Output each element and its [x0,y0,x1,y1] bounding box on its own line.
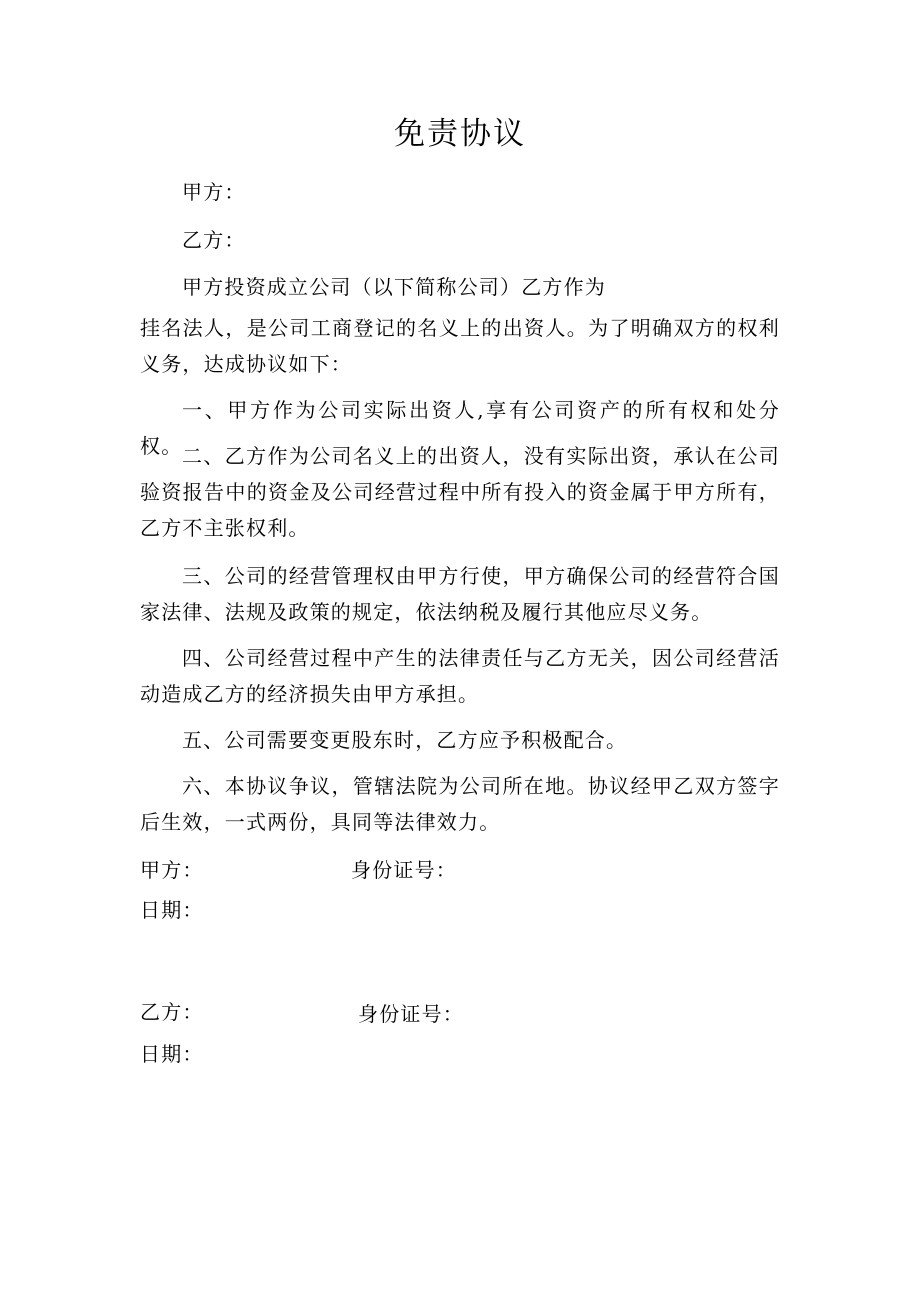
party-b-header: 乙方： [182,228,246,252]
clause-5: 五、公司需要变更股东时，乙方应予积极配合。 [182,728,628,752]
signature-party-b-label: 乙方： [140,1000,204,1024]
signature-party-a-date-label: 日期： [140,898,204,922]
clause-4: 四、公司经营过程中产生的法律责任与乙方无关，因公司经营活动造成乙方的经济损失由甲方承担。 [140,646,780,706]
signature-party-a-label: 甲方： [140,858,204,882]
party-a-header: 甲方： [182,180,246,204]
clause-1: 一、甲方作为公司实际出资人,享有公司资产的所有权和处分权。 [140,398,780,458]
signature-party-b-id-label: 身份证号： [358,1002,464,1026]
intro-first-line: 甲方投资成立公司（以下简称公司）乙方作为 [182,275,606,299]
intro-paragraph: 挂名法人，是公司工商登记的名义上的出资人。为了明确双方的权利义务，达成协议如下： [140,316,780,376]
clause-2: 二、乙方作为公司名义上的出资人，没有实际出资，承认在公司验资报告中的资金及公司经营过程中所有投入的资金属于甲方所有，乙方不主张权利。 [140,444,780,540]
document-title: 免责协议 [394,116,526,152]
signature-party-b-date-label: 日期： [140,1042,204,1066]
signature-party-a-id-label: 身份证号： [351,858,457,882]
clause-3: 三、公司的经营管理权由甲方行使，甲方确保公司的经营符合国家法律、法规及政策的规定，依法纳税及履行其他应尽义务。 [140,564,780,624]
clause-6: 六、本协议争议，管辖法院为公司所在地。协议经甲乙双方签字后生效，一式两份，具同等法律效力。 [140,774,780,834]
